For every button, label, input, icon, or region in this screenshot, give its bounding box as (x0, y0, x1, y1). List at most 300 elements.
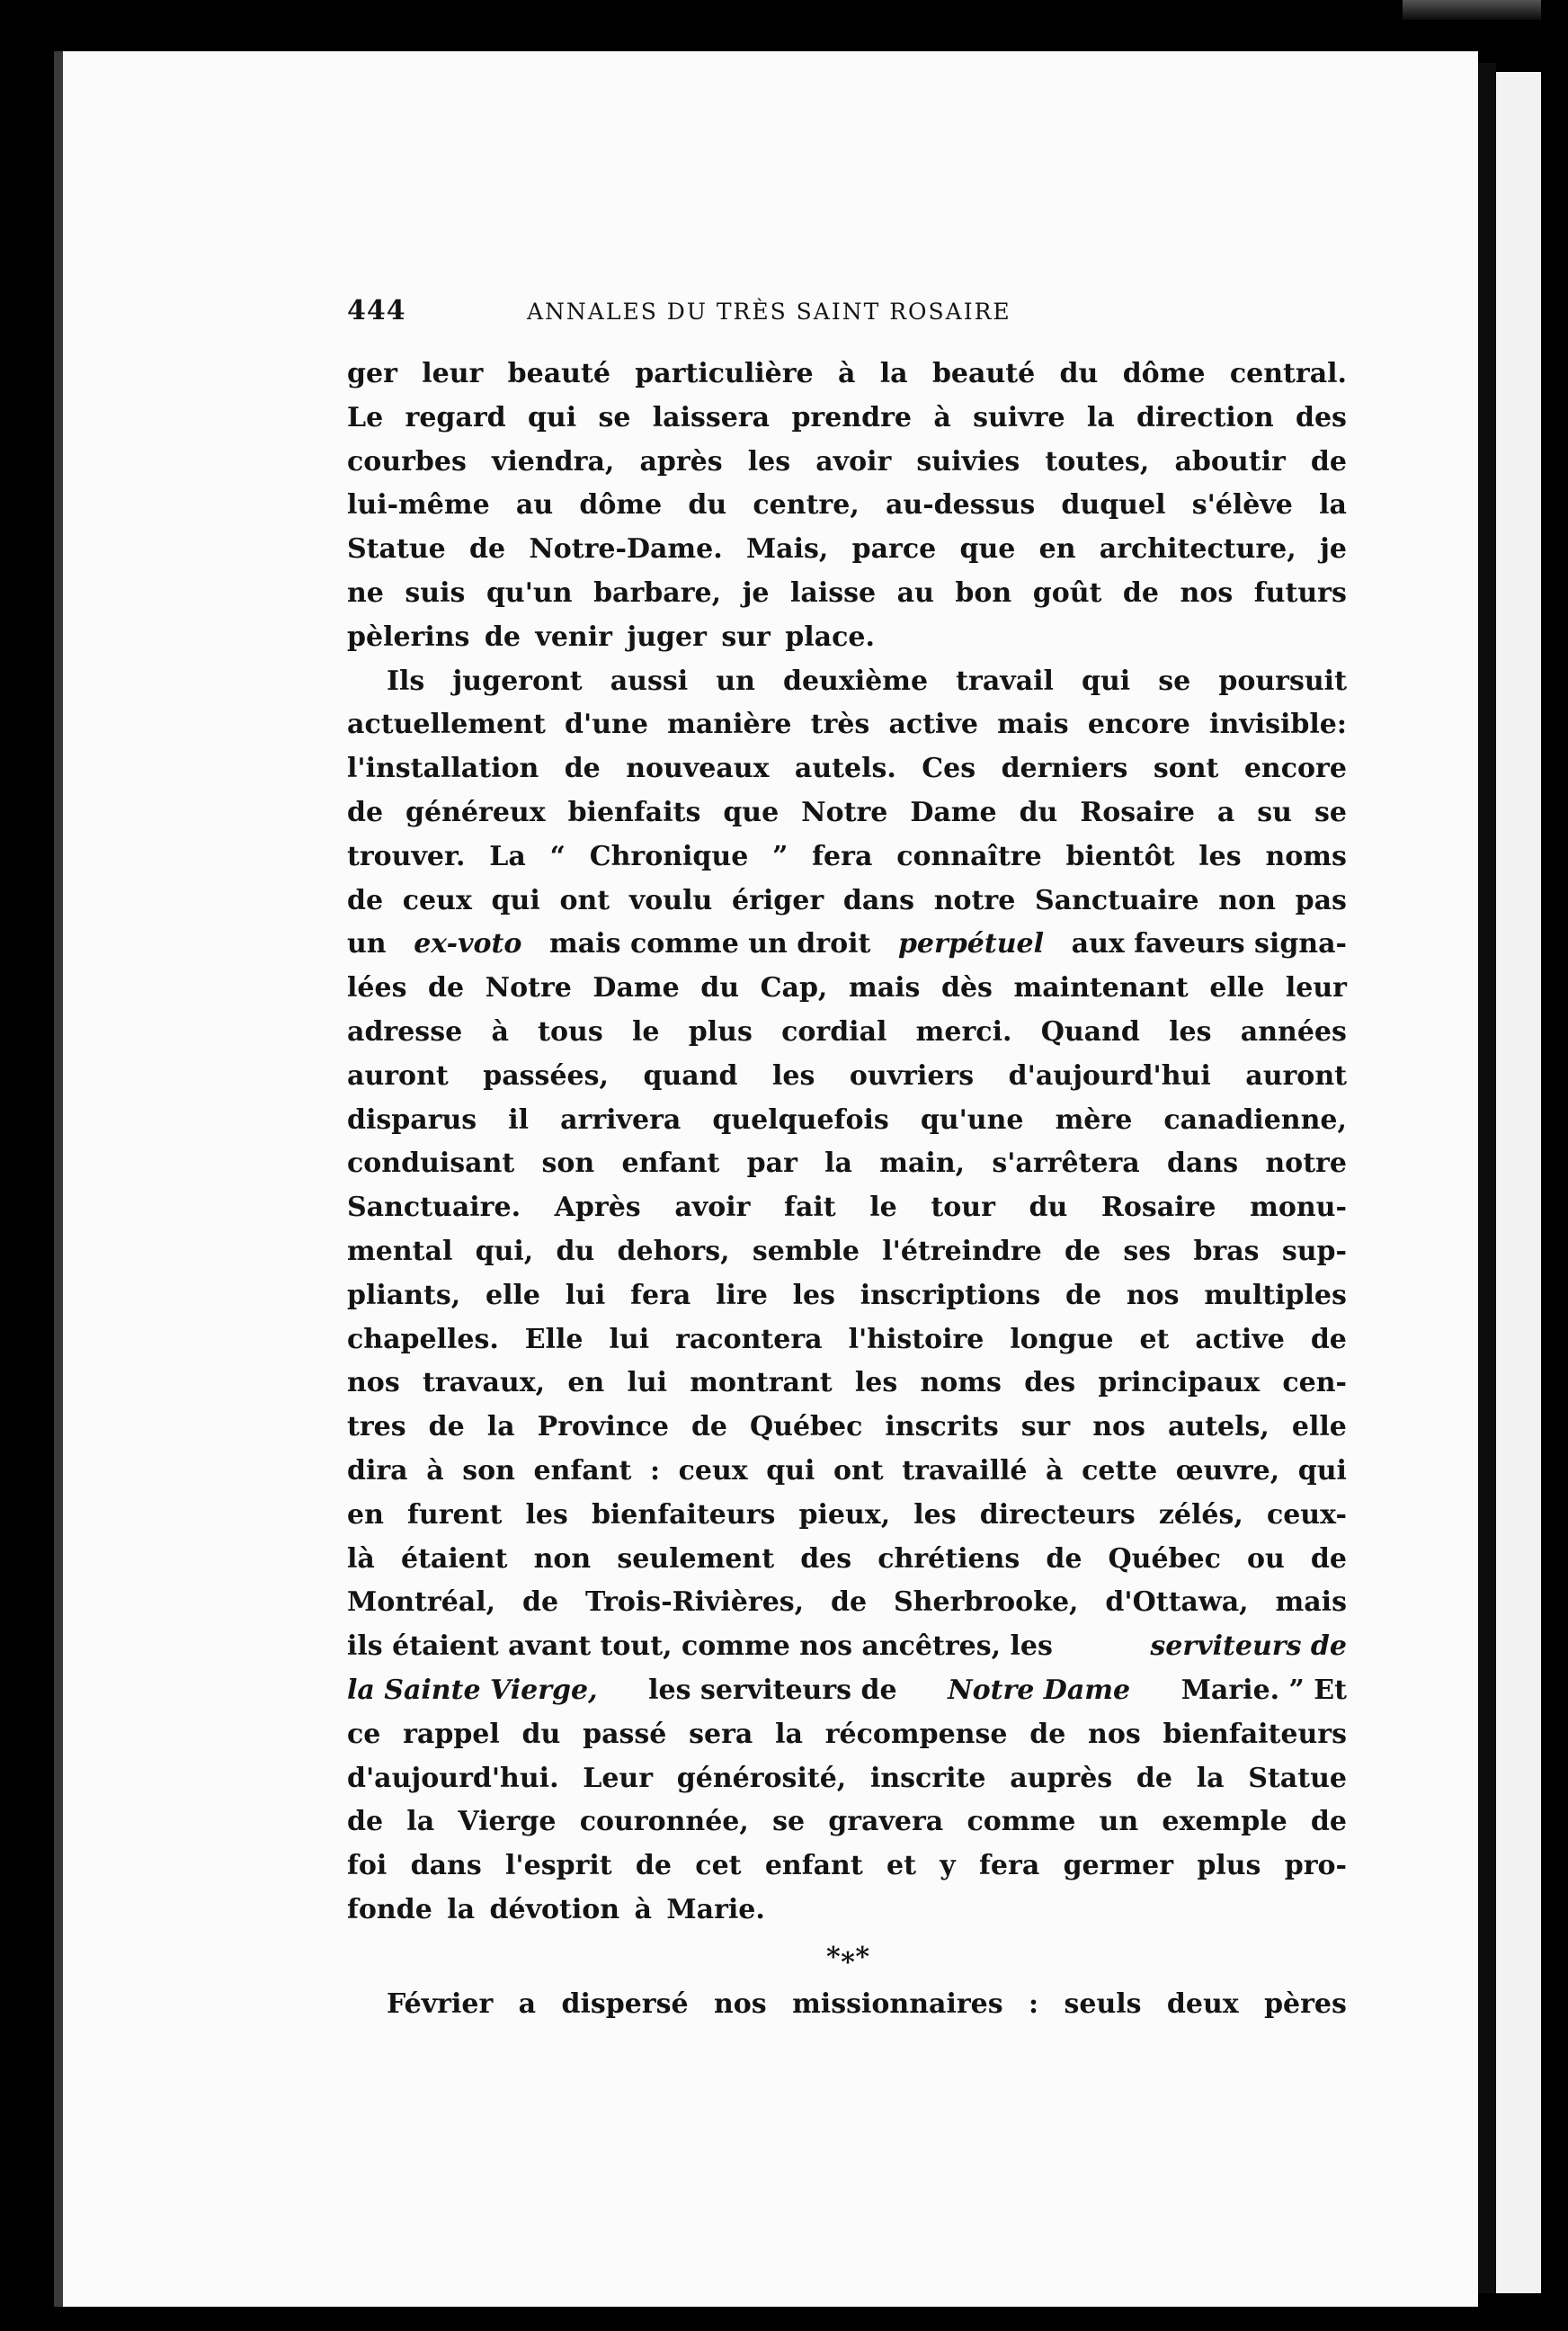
word: active (1195, 1323, 1285, 1355)
word: conduisant (347, 1148, 515, 1180)
word: viendra, (491, 445, 615, 478)
word: le (869, 1192, 897, 1224)
text-line (347, 747, 1347, 791)
word: active (888, 709, 978, 741)
word: Ils (387, 665, 425, 697)
word: auront (347, 1059, 449, 1092)
word: les (1169, 1015, 1212, 1048)
word: Sanctuaire (1034, 884, 1199, 916)
word: le (632, 1015, 660, 1048)
word: la (1319, 489, 1347, 522)
word: je (1319, 533, 1347, 566)
word: chapelles. (347, 1323, 499, 1355)
word: du (1019, 796, 1058, 828)
word: trouver. (347, 840, 466, 872)
word: Leur (583, 1762, 654, 1794)
word: inscrits (885, 1411, 999, 1443)
word: l'esprit (505, 1850, 612, 1882)
text-line: fonde la dévotion à Marie. (347, 1893, 765, 1925)
word: au (515, 489, 554, 522)
word: de (428, 1411, 465, 1443)
text-line (347, 880, 1347, 924)
word: nouveaux (626, 753, 770, 785)
word: Après (554, 1192, 641, 1224)
word: l'installation (347, 753, 539, 785)
word: Québec (1108, 1542, 1221, 1575)
word: œuvre, (1175, 1454, 1280, 1487)
word: lui (627, 1367, 668, 1399)
word: travaux, (422, 1367, 546, 1399)
word: Sherbrooke, (894, 1586, 1079, 1619)
word: canadienne, (1163, 1103, 1347, 1136)
word: non (1218, 884, 1276, 916)
word: laissera (652, 401, 771, 433)
word: la (1196, 1762, 1225, 1794)
word: gravera (828, 1806, 944, 1838)
word: des (1024, 1367, 1076, 1399)
word: suivre (973, 401, 1065, 433)
word: la (486, 1411, 515, 1443)
word: foi (347, 1850, 388, 1882)
text-line (347, 923, 1347, 967)
text-line (347, 441, 1347, 485)
word: se (1314, 796, 1347, 828)
word: très (810, 709, 870, 741)
word: au (896, 576, 934, 609)
word: à (426, 1454, 444, 1487)
text-line (347, 1230, 1347, 1274)
word: actuellement (347, 709, 546, 741)
word: d'aujourd'hui. (347, 1762, 559, 1794)
word: Dame (592, 972, 680, 1005)
word: bon (955, 576, 1012, 609)
word: : (649, 1454, 661, 1487)
word: directeurs (979, 1498, 1136, 1531)
word: son (541, 1148, 595, 1180)
word: étaient (400, 1542, 508, 1575)
word: l'étreindre (882, 1235, 1042, 1267)
word: ” (772, 840, 788, 872)
word: ont (833, 1454, 884, 1487)
word: Rosaire (1100, 1192, 1216, 1224)
word: et (886, 1850, 916, 1882)
word: deux (1166, 1987, 1239, 2020)
word: de (347, 1806, 384, 1838)
word: adresse (347, 1015, 463, 1048)
page-text (347, 281, 1347, 2026)
word: cordial (781, 1015, 887, 1048)
text-line (347, 1669, 1347, 1713)
word: dans (842, 884, 914, 916)
word: nos (1092, 1411, 1145, 1443)
word: particulière (635, 358, 814, 389)
word: La (489, 840, 526, 872)
page-number: 444 (347, 295, 406, 326)
word: quelquefois (712, 1103, 889, 1136)
word: de (1310, 1806, 1347, 1838)
word: y (940, 1850, 956, 1882)
word: Province (537, 1411, 669, 1443)
word: la (406, 1806, 435, 1838)
running-title: ANNALES DU TRÈS SAINT ROSAIRE (527, 299, 1011, 325)
word: Elle (524, 1323, 584, 1355)
word: cette (1082, 1454, 1158, 1487)
word: fait (784, 1192, 836, 1224)
word: travail (956, 665, 1054, 697)
word: maintenant (1013, 972, 1189, 1005)
word: de (468, 533, 506, 566)
word: dira (347, 1454, 408, 1487)
word: noms (1265, 840, 1347, 872)
word: dispersé (561, 1987, 689, 2020)
word: Trois-Rivières, (584, 1586, 805, 1619)
word: elle (485, 1279, 540, 1311)
word: sera (689, 1718, 753, 1750)
word: de (428, 972, 465, 1005)
text-line (347, 1625, 1347, 1669)
word: montrant (690, 1367, 833, 1399)
word: central. (1229, 358, 1347, 389)
word: les (747, 445, 791, 478)
text-line (347, 1450, 1347, 1494)
running-head (347, 281, 1347, 335)
word: généreux (405, 796, 546, 828)
word: enfant (533, 1454, 632, 1487)
word: par (746, 1148, 797, 1180)
word: d'Ottawa, (1105, 1586, 1249, 1619)
word: Chronique (589, 840, 749, 872)
word: dôme (1122, 358, 1206, 389)
word: travaillé (902, 1454, 1028, 1487)
word: dès (940, 972, 993, 1005)
word: l'histoire (848, 1323, 984, 1355)
word: non (533, 1542, 592, 1575)
word: à (1046, 1454, 1064, 1487)
word: pliants, (347, 1279, 461, 1311)
word: auront (1245, 1059, 1347, 1092)
word: la (824, 1148, 852, 1180)
word: disparus (347, 1103, 477, 1136)
word: monu- (1250, 1192, 1347, 1224)
word: des (1295, 401, 1347, 433)
text-segment: ils étaient avant tout, comme nos ancêtres, les (347, 1630, 1053, 1663)
word: leur (422, 358, 484, 389)
word: dôme (579, 489, 663, 522)
word: son (462, 1454, 515, 1487)
word: seulement (617, 1542, 775, 1575)
word: encore (1087, 709, 1190, 741)
word: Notre (485, 972, 572, 1005)
word: mais (848, 972, 921, 1005)
word: rappel (403, 1718, 500, 1750)
word: ou (1246, 1542, 1285, 1575)
word: nos (713, 1987, 767, 2020)
body-text (347, 353, 1347, 2026)
word: et (1139, 1323, 1170, 1355)
word: Vierge (458, 1806, 557, 1838)
text-line (347, 967, 1347, 1011)
word: du (521, 1718, 561, 1750)
word: bienfaits (567, 796, 701, 828)
word: se (1158, 665, 1191, 697)
word: longue (1010, 1323, 1114, 1355)
word: à (933, 401, 951, 433)
word: dehors, (617, 1235, 730, 1267)
text-line (347, 1186, 1347, 1230)
italic-text: ex-voto (414, 928, 522, 960)
text-line (347, 572, 1347, 616)
word: de (521, 1586, 559, 1619)
word: deuxième (782, 665, 929, 697)
word: sont (1153, 753, 1219, 785)
word: qui (491, 884, 540, 916)
word: sup- (1281, 1235, 1347, 1267)
word: un (1099, 1806, 1139, 1838)
word: fera (979, 1850, 1040, 1882)
word: se (598, 401, 631, 433)
word: avoir (674, 1192, 751, 1224)
word: aussi (610, 665, 689, 697)
word: inscrite (869, 1762, 986, 1794)
word: la (775, 1718, 803, 1750)
word: fera (812, 840, 873, 872)
word: passées, (483, 1059, 609, 1092)
word: Montréal, (347, 1586, 496, 1619)
word: multiples (1204, 1279, 1347, 1311)
word: du (1059, 358, 1099, 389)
word: s'élève (1191, 489, 1293, 522)
word: de (1029, 1718, 1066, 1750)
word: tous (538, 1015, 603, 1048)
word: lui (609, 1323, 650, 1355)
word: elle (1209, 972, 1265, 1005)
word: générosité, (676, 1762, 847, 1794)
text-line (347, 1800, 1347, 1844)
text-line (347, 660, 1347, 704)
word: dans (1167, 1148, 1239, 1180)
text-line (347, 1581, 1347, 1625)
word: bras (1193, 1235, 1260, 1267)
text-line (347, 1055, 1347, 1099)
word: cen- (1282, 1367, 1347, 1399)
word: furent (407, 1498, 503, 1531)
text-line (347, 1318, 1347, 1362)
word: merci. (915, 1015, 1012, 1048)
word: courbes (347, 445, 467, 478)
word: la (879, 358, 908, 389)
word: nos (347, 1367, 400, 1399)
word: mère (1055, 1103, 1133, 1136)
word: parce (851, 533, 937, 566)
word: d'aujourd'hui (1008, 1059, 1211, 1092)
word: Rosaire (1080, 796, 1195, 828)
word: les (854, 1367, 898, 1399)
facing-page-edge (1496, 72, 1541, 2293)
word: : (1029, 1987, 1039, 2020)
word: pas (1295, 884, 1347, 916)
word: laisse (790, 576, 877, 609)
italic-text: serviteurs de (1150, 1630, 1347, 1663)
word: de (564, 753, 601, 785)
word: encore (1243, 753, 1347, 785)
word: ce (347, 1718, 381, 1750)
word: à (837, 358, 856, 389)
word: autels. (794, 753, 896, 785)
word: tour (931, 1192, 995, 1224)
word: ouvriers (849, 1059, 975, 1092)
word: Notre (801, 796, 888, 828)
text-line (347, 1274, 1347, 1318)
word: des (800, 1542, 852, 1575)
word: architecture, (1099, 533, 1296, 566)
word: ont (559, 884, 610, 916)
word: manière (667, 709, 792, 741)
word: Ces (922, 753, 976, 785)
word: ger (347, 358, 397, 389)
text-line: pèlerins de venir juger sur place. (347, 621, 875, 653)
text-line (347, 1538, 1347, 1582)
word: qui (527, 401, 577, 433)
word: ceux (678, 1454, 748, 1487)
scan-border-right (1541, 0, 1568, 2331)
word: Québec (750, 1411, 863, 1443)
word: toutes, (1045, 445, 1150, 478)
word: Février (387, 1987, 494, 2020)
word: main, (879, 1148, 966, 1180)
word: Mais, (745, 533, 829, 566)
word: Dame (910, 796, 997, 828)
word: direction (1136, 401, 1274, 433)
word: en (567, 1367, 605, 1399)
word: regard (405, 401, 506, 433)
word: lui-même (347, 489, 490, 522)
text-line (347, 1142, 1347, 1186)
word: les (772, 1059, 815, 1092)
italic-text: perpétuel (897, 928, 1045, 960)
word: enfant (764, 1850, 863, 1882)
word: su (1257, 796, 1292, 828)
text-line (347, 835, 1347, 880)
word: qui (1082, 665, 1131, 697)
word: a (1216, 796, 1235, 828)
word: a (518, 1987, 537, 2020)
word: mais (1275, 1586, 1347, 1619)
text-line (347, 1494, 1347, 1538)
text-line (347, 1983, 1347, 2027)
word: dans (410, 1850, 482, 1882)
word: lées (347, 972, 407, 1005)
word: de (1310, 1323, 1347, 1355)
word: plus (688, 1015, 753, 1048)
word: du (1029, 1192, 1068, 1224)
word: suivies (916, 445, 1020, 478)
word: après (639, 445, 723, 478)
text-line (347, 1406, 1347, 1450)
word: passé (583, 1718, 667, 1750)
word: prendre (791, 401, 912, 433)
word: se (772, 1806, 806, 1838)
word: les (913, 1498, 957, 1531)
word: centre, (753, 489, 860, 522)
word: de (1046, 1542, 1082, 1575)
word: bienfaiteurs (591, 1498, 776, 1531)
text-line (347, 791, 1347, 835)
word: beauté (931, 358, 1036, 389)
word: autels, (1167, 1411, 1270, 1443)
section-asterism: *∗* (825, 1941, 869, 1973)
word: zélés, (1158, 1498, 1243, 1531)
word: la (1086, 401, 1115, 433)
word: qui (766, 1454, 815, 1487)
word: suis (405, 576, 466, 609)
text-line (347, 353, 1347, 397)
word: arrivera (560, 1103, 682, 1136)
text-line (347, 528, 1347, 572)
word: semble (752, 1235, 860, 1267)
word: futurs (1253, 576, 1347, 609)
word: de (347, 884, 384, 916)
word: principaux (1098, 1367, 1261, 1399)
word: de (635, 1850, 672, 1882)
word: ériger (732, 884, 824, 916)
word: avoir (815, 445, 892, 478)
word: du (688, 489, 727, 522)
word: elle (1291, 1411, 1347, 1443)
word: de (690, 1411, 728, 1443)
word: missionnaires (792, 1987, 1003, 2020)
word: Notre-Dame. (529, 533, 723, 566)
word: duquel (1061, 489, 1166, 522)
word: poursuit (1218, 665, 1347, 697)
word: Cap, (760, 972, 828, 1005)
text-line (347, 1844, 1347, 1889)
word: en (347, 1498, 384, 1531)
word: seuls (1064, 1987, 1142, 2020)
word: barbare, (593, 576, 722, 609)
text-segment: Marie. ” Et (1180, 1674, 1347, 1706)
word: les (525, 1498, 568, 1531)
word: plus (1197, 1850, 1261, 1882)
word: à (491, 1015, 509, 1048)
word: nos (1126, 1279, 1180, 1311)
word: pères (1264, 1987, 1347, 2020)
book-gutter-shadow (1478, 63, 1496, 2293)
text-line (347, 1362, 1347, 1406)
word: récompense (824, 1718, 1008, 1750)
word: invisible: (1209, 709, 1347, 741)
word: ceux- (1266, 1498, 1347, 1531)
word: leur (1285, 972, 1347, 1005)
word: noms (920, 1367, 1002, 1399)
word: en (1038, 533, 1076, 566)
word: cet (695, 1850, 742, 1882)
word: comme (967, 1806, 1076, 1838)
word: années (1240, 1015, 1347, 1048)
text-segment: les serviteurs de (648, 1674, 897, 1706)
word: de (1136, 1762, 1172, 1794)
text-line (347, 703, 1347, 747)
word: lire (716, 1279, 768, 1311)
word: Quand (1040, 1015, 1140, 1048)
word: exemple (1162, 1806, 1287, 1838)
word: connaître (896, 840, 1042, 872)
word: les (1198, 840, 1242, 872)
word: ceux (402, 884, 472, 916)
text-segment: un (347, 928, 387, 960)
text-line (347, 1099, 1347, 1143)
word: inscriptions (860, 1279, 1041, 1311)
word: de (831, 1586, 868, 1619)
